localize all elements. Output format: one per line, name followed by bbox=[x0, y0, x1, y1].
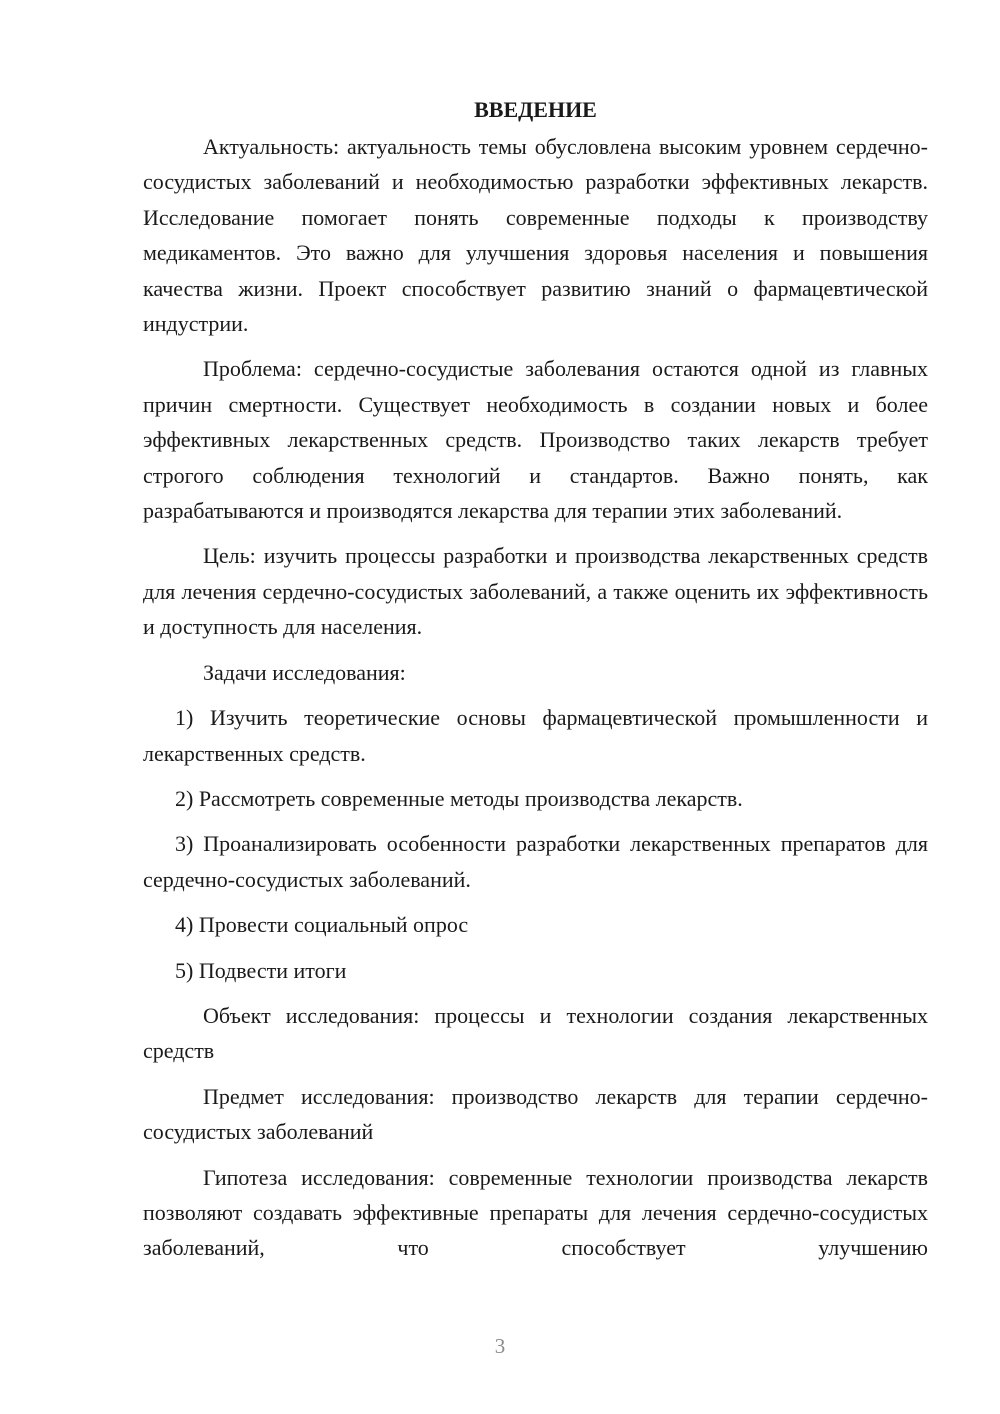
task-item-3: 3) Проанализировать особенности разработки лекарственных препаратов для сердечно-сосудистых заболеваний. bbox=[143, 831, 928, 892]
task-item-2: 2) Рассмотреть современные методы производства лекарств. bbox=[175, 785, 743, 811]
paragraph-problem: Проблема: сердечно-сосудистые заболевания остаются одной из главных причин смертности. Существует необходимость в создании новых и более эффективных лекарственных средств. Производство таких лекарств требует строгого соблюдения технологий и стандартов. Важно понять, как разрабатываются и производятся лекарства для терапии этих заболеваний. bbox=[143, 356, 928, 524]
task-item-5: 5) Подвести итоги bbox=[175, 957, 347, 983]
page-number: 3 bbox=[494, 1334, 506, 1358]
paragraph-object: Объект исследования: процессы и технологии создания лекарственных средств bbox=[143, 1002, 928, 1064]
paragraph-goal: Цель: изучить процессы разработки и производства лекарственных средств для лечения сердечно-сосудистых заболеваний, а также оценить их эффективность и доступность для населения. bbox=[143, 543, 928, 640]
paragraph-subject: Предмет исследования: производство лекарств для терапии сердечно-сосудистых заболеваний bbox=[143, 1083, 928, 1145]
paragraph-relevance: Актуальность: актуальность темы обусловлена высоким уровнем сердечно-сосудистых заболеваний и необходимостью разработки эффективных лекарств. Исследование помогает понять современные подходы к производству медикаментов. Это важно для улучшения здоровья населения и повышения качества жизни. Проект способствует развитию знаний о фармацевтической индустрии. bbox=[143, 134, 928, 337]
tasks-heading: Задачи исследования: bbox=[203, 659, 406, 685]
task-item-4: 4) Провести социальный опрос bbox=[175, 912, 469, 938]
section-title: ВВЕДЕНИЕ bbox=[474, 97, 597, 122]
paragraph-hypothesis: Гипотеза исследования: современные технологии производства лекарств позволяют создавать эффективные препараты для лечения сердечно-сосудистых заболеваний, что способствует улучшению bbox=[143, 1164, 928, 1261]
document-page bbox=[143, 92, 928, 1276]
task-item-1: 1) Изучить теоретические основы фармацевтической промышленности и лекарственных средств. bbox=[143, 705, 928, 766]
